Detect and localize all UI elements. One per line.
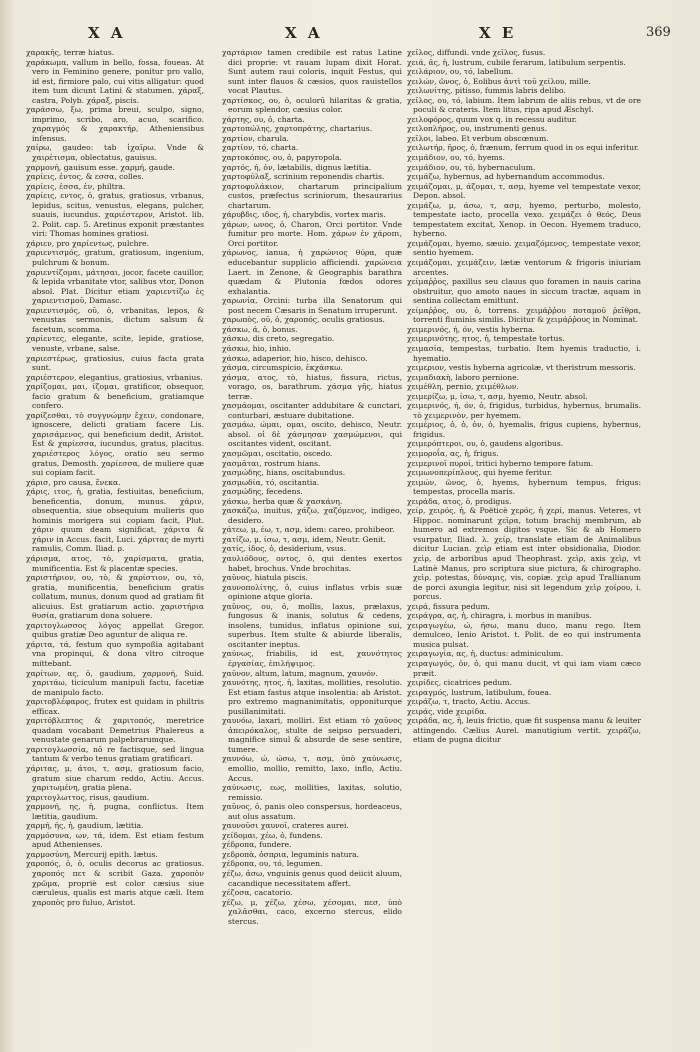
- column-left: [26, 48, 204, 1038]
- dictionary-entry: χείμαῤῥος, ου, ὁ, torrens. χειμάῤῥου ποταμοῦ ῥεῖθρα, torrenti fluminis similis. Dicitur & χειμάῤῥους in Nominat.: [407, 305, 641, 325]
- dictionary-entry: χαυνότης, ητος, ἡ, laxitas, mollities, resolutio. Est etiam fastus atque insolentia: ab Aristot. pro extremo magnanimitatis, opponiturque pusillanimitati.: [222, 678, 402, 716]
- dictionary-entry: χαρμοσύνη, Mercurij epith. lætus.: [26, 849, 158, 859]
- dictionary-entry: χειραγμός, lustrum, latibulum, fouea.: [407, 687, 552, 697]
- dictionary-entry: χασμώδης, fecedens.: [222, 487, 303, 497]
- dictionary-entry: χαρίζεσθαι, τὸ συγγνώμην ἔχειν, condonare, ignoscere, delicti gratiam facere Lis. χαρισάμενος, qui beneficium dedit, Aristot. Est & χαρίεσσα, iucundus, gratus, placitus. χαριέστερος λόγος, oratio seu sermo gratus, Demosth. χαρίεσσα, de muliere quæ sui copiam facit.: [26, 410, 204, 478]
- dictionary-entry: χαρτοκόπος, ου, ὁ, papyropola.: [222, 153, 342, 163]
- dictionary-entry: χεῖλος, diffundi. vnde χεῖλος, fusus.: [407, 48, 546, 57]
- dictionary-entry: χειλωνίτης, pitisso, fummis labris delibo.: [407, 86, 566, 96]
- dictionary-entry: χειράδα, ατος, ὁ, prodigus.: [407, 496, 512, 506]
- dictionary-entry: χειμάζω, hybernus, ad hybernandum accommodus.: [407, 172, 605, 182]
- dictionary-entry: χαρμή, ῆς, ἡ, gaudium, lætitia.: [26, 821, 144, 831]
- dictionary-entry: χειμάζομαι, χειμάζειν, lætæ ventorum & frigoris iniuriam arcentes.: [407, 258, 641, 277]
- dictionary-entry: χαριτόβλεπτος & χαριτοπός, meretrice quadam vocabant Demetrius Phalereus a venustate genarum palpebrarumque.: [26, 716, 204, 745]
- dictionary-entry: χαρτάριον tamen credibile est ratus Latine dici proprie: vt rauam lupam dixit Horat. Sunt autem raui coloris, inquit Festus, qui sunt inter flauos & cæsios, quos rauistellos vocat Plautus.: [222, 48, 402, 96]
- dictionary-entry: χαρτίον, τό, charta.: [222, 143, 299, 153]
- dictionary-entry: χειμερινοῖ πυροί, tritici hyberno tempore fatum.: [407, 458, 594, 468]
- header-word-left: X A: [88, 24, 126, 42]
- dictionary-entry: χαρίεντες, elegante, scite, lepide, gratiose, venuste, vrbane, salse.: [26, 334, 204, 353]
- dictionary-entry: χειμωνοπερίπλους, qui hyeme feritur.: [407, 468, 553, 478]
- dictionary-entry: χασμᾶται, rostrum hians.: [222, 458, 321, 468]
- dictionary-entry: χατίς, ίδος, ὁ, desiderium, vsus.: [222, 544, 346, 554]
- dictionary-entry: χέδροπα, fundere.: [222, 840, 292, 850]
- dictionary-entry: χειραγωγός, ὀν, ὁ, qui manu ducit, vt qui iam viam cæco præit.: [407, 659, 641, 678]
- dictionary-entry: χειμεριον, vestis hyberna agricolæ, vt theristrum messoris.: [407, 363, 636, 373]
- dictionary-entry: χάριεν, pro χαρίεντως, pulchre.: [26, 238, 150, 248]
- dictionary-entry: χείρ, χειρός, ἡ, & Poëticè χερός, ἡ χερί, manus. Veteres, vt Hippoc. nominarunt χεῖρα, totum brachij membrum, ab humero ad extremos digitos vsque. Sic & ab Homero vsurpatur, Iliad. λ. χείρ, translate etiam de Animalibus dicitur Lucian. χεὶρ etiam est inter obsidionalia, Diodor. χεὶρ, de arboribus apud Theophrast. χεὶρ, axis χεὶρ, vt Latinè Manus, pro scriptura siue pictura, & chirographo. χεὶρ, potestas, δύναμις, vis, copiæ. χεὶρ apud Trallianum de porci axungia legitur, nisi sit legendum χεὶρ χοίρου, i. porcus.: [407, 506, 641, 602]
- dictionary-entry: χάσκω, herba quæ & χασκάνη.: [222, 496, 343, 506]
- dictionary-entry: χαρίτων, ας, ὁ, gaudium, χαρμονή, Suid. χαριτάω, ticiculum manipuli factu, facetiæ de manipulo facto.: [26, 668, 204, 697]
- dictionary-entry: χαυλιόδους, οντος, ὁ, qui dentes exertos habet, brochus. Vnde brochitas.: [222, 553, 402, 573]
- dictionary-entry: χαυνόω, ώ, ώσω, τ, ασμ, ὑπὸ χαύνωσις, emollio, mollio, remitto, laxo, inflo, Actiu. Accus.: [222, 754, 402, 783]
- dictionary-entry: χέζω, ἀσω, vnguinis genus quod deiicit aluum, cacandique necessitatem affert.: [222, 869, 402, 888]
- dictionary-entry: χασκάζω, inuitus, χάζω, χαζόμενος, indigeo, desidero.: [222, 506, 402, 525]
- dictionary-entry: χαρτοφύλαξ, scrinium reponendis chartis.: [222, 172, 385, 182]
- dictionary-entry: χέζω, μ, χέζω, χέσω, χέσομαι, πεσ, ὑπὸ χαλᾶσθαι, caco, excerno stercus, elido stercus.: [222, 897, 402, 926]
- dictionary-entry: χαύνως, friabilis, id est, χαυνότητος ἐργασίας, ἐπιλήψιμος.: [222, 649, 402, 668]
- dictionary-entry: χάρις, ιτος, ἡ, gratia, festiuitas, beneficium, beneficentia, donum, munus. χάριν, obsequentia, siue obsequium mulieris quo hominis morigera sui copiam facit, Plut. χάριν quum deam significat, χάριτα & χάριν in Accus. facit, Luci. χάριτας de myrti ramulis, Comm. Iliad. ρ.: [26, 487, 204, 554]
- dictionary-entry: χασμάομαι, oscitanter addubitare & cunctari, conturbari, æstuare dubitatione.: [222, 401, 402, 420]
- dictionary-entry: χέζοσα, cacatorio.: [222, 888, 293, 898]
- dictionary-entry: χειμερινός, ή, όν, vestis hyberna.: [407, 324, 535, 334]
- dictionary-entry: χάρτης, ου, ὁ, charta.: [222, 114, 305, 124]
- dictionary-entry: χειρά, fissura pedum.: [407, 601, 490, 611]
- dictionary-entry: χασμάω, ώμαι, ομαι, oscito, dehisco, Neutr. absol. οἱ δὲ χάσμησαν χασμώμενοι, qui oscitantes vident, oscitant.: [222, 420, 402, 449]
- dictionary-entry: χαρακῆς, terræ hiatus.: [26, 48, 115, 57]
- dictionary-entry: χειμερινός, ή, όν, ὁ, frigidus, turbidus, hybernus, brumalis. τὸ χειμερινὸν, per hyemem.: [407, 401, 641, 420]
- dictionary-entry: χειμαδιακὴ, laboro pernione.: [407, 372, 520, 382]
- dictionary-entry: χάρωνος, ianua, ἡ χαρώνιος θύρα, quæ educebantur supplicio afficiendi. χαρώνεια Laert. in Zenone, & Geographis barathra quædam & Plutonia fœdos odores exhalantia.: [222, 248, 402, 296]
- dictionary-entry: χειράγρα, ας, ἡ, chiragra, i. morbus in manibus.: [407, 611, 592, 621]
- dictionary-entry: χειραγωγέω, ώ, ήσω, manu duco, manu rego. Item demulceo, lenio Aristot. t. Polit. de eo qui instrumenta musica pulsat.: [407, 620, 641, 649]
- dictionary-entry: χαῦνος, ου, ὁ, mollis, laxus, prælaxus, fungosus & inanis, solutus & cedens, insolens, tumidus, inflatus opinione sui, superbus. Item stulte & abiurde liberalis, oscitanter ineptus.: [222, 601, 402, 649]
- dictionary-entry: χαρτοφυλάκιον, chartarum principalium custos, præfectus scriniorum, thesaurarius chartarum.: [222, 181, 402, 210]
- dictionary-entry: χαρίεις, ἐντος, & εσσα, colles.: [26, 172, 144, 182]
- dictionary-entry: χειμών, ῶνος, ὁ, hyems, hybernum tempus, frigus: tempestas, procella maris.: [407, 477, 641, 497]
- dictionary-entry: χαριτοβλέφαρος, frutex est quidam in philtris efficax.: [26, 697, 204, 716]
- dictionary-entry: χάσκω, adaperior, hio, hisco, dehisco.: [222, 353, 368, 363]
- dictionary-entry: χαύνωσις, εως, mollities, laxitas, solutio, remissio.: [222, 783, 402, 802]
- dictionary-entry: χαρτοπώλης, χαρτοπράτης, chartarius.: [222, 124, 373, 134]
- dictionary-entry: χάρων, ωνος, ὁ, Charon, Orci portitor. Vnde fumitur pro morte. Hom. χάρων ἐν χάροπι, Orci portitor.: [222, 219, 402, 248]
- dictionary-entry: χάρισμα, ατος, τὸ, χαρίσματα, gratia, munificentia. Est & placentæ species.: [26, 553, 204, 573]
- dictionary-entry: χειμερινότης, ητος, ἡ, tempestate tortus.: [407, 334, 565, 344]
- dictionary-entry: χάριτας, μ, άτοι, τ, ασμ, gratiosum facio, gratum siue charum reddo, Actiu. Accus. χαριτωμένη, gratia plena.: [26, 764, 204, 793]
- dictionary-entry: χειμάζω, μ, άσω, τ, ασμ, hyemo, perturbo, molesto, tempestate iacto, procella vexo. χειμάζει ὁ θεός, Deus tempestatem excitat, Xenop. in Oecon. Hyemem traduco, hyberno.: [407, 200, 641, 239]
- dictionary-entry: χεῖλος, ου, τό, labium. Item labrum de aliis rebus, vt de ore poculi & crateris. Item litus, ripa apud Æschyl.: [407, 95, 641, 115]
- dictionary-entry: χάρισ, pro causa, ἕνεκα.: [26, 477, 121, 487]
- dictionary-entry: χαρμόσυνα, ων, τά, idem. Est etiam festum apud Athenienses.: [26, 830, 204, 850]
- dictionary-entry: χάρυβδις, ιδος, ἡ, charybdis, vortex maris.: [222, 210, 386, 220]
- dictionary-entry: χάσκω, hio, inhio.: [222, 343, 291, 353]
- dictionary-entry: χαριτογλωσσία, nō re factisque, sed lingua tantum & verbo tenus gratiam gratificari.: [26, 744, 204, 764]
- dictionary-entry: χαῦνος, ὁ, panis oleo conspersus, hordeaceus, aut olus assatum.: [222, 802, 402, 821]
- page-number: 369: [646, 25, 671, 40]
- header-word-right: X E: [479, 24, 517, 42]
- dictionary-entry: χαῦνον, altum, latum, magnum, χαυνόν.: [222, 668, 378, 678]
- dictionary-entry: χείμαῤῥος, paxillus seu clauus quo foramen in nauis carina obstruitur, quo amoto naues in siccum tractæ, aquam in sentina collectam emittunt.: [407, 277, 641, 306]
- page-gutter-shadow: [0, 0, 14, 1052]
- dictionary-entry: χειά, ᾶς, ἡ, lustrum, cubile ferarum, latibulum serpentis.: [407, 57, 626, 67]
- dictionary-entry: χειμάδιον, ου, τό, hyems.: [407, 153, 505, 163]
- dictionary-entry: χειμέριος, ὁ, ὁ, ὀν, ὁ, hyemalis, frigus cupiens, hybernus, frigidus.: [407, 420, 641, 439]
- dictionary-entry: χειράζω, τ, tracto, Actiu. Accus.: [407, 697, 531, 707]
- dictionary-entry: χειρίδες, cicatrices pedum.: [407, 678, 512, 688]
- dictionary-entry: χαρίζομαι, μαι, ίζομαι, gratificor, obsequor, facio gratum & beneficium, gratiamque confero.: [26, 382, 204, 411]
- dictionary-entry: χαρτός, ή, ὀν, lætabilis, dignus lætitia.: [222, 162, 372, 172]
- dictionary-entry: χαριεντισμός, οῦ, ὁ, vrbanitas, lepos, & venustas sermonis, dictum salsum & facetum, scomma.: [26, 305, 204, 334]
- dictionary-entry: χαριέστερον, elegantius, gratiosius, vrbanius.: [26, 372, 203, 382]
- dictionary-entry: χατίζω, μ, ίσω, τ, ασμ, idem, Neutr. Genit.: [222, 534, 386, 544]
- dictionary-entry: χειλάριον, ου, τό, labellum.: [407, 67, 514, 77]
- dictionary-entry: χασμωδία, τό, oscitantia.: [222, 477, 320, 487]
- dictionary-entry: χειμάζομαι, μ, άζομαι, τ, ασμ, hyeme vel tempestate vexor, Depon. absol.: [407, 181, 641, 201]
- dictionary-entry: χειμερόπτεροι, ου, ὁ, gaudens algoribus.: [407, 439, 564, 449]
- dictionary-entry: χειμερίζω, μ, ίσω, τ, ασμ, hyemo, Neutr. absol.: [407, 391, 588, 401]
- dictionary-entry: χειμοροΐα, ας, ἡ, frigus.: [407, 448, 499, 458]
- dictionary-entry: χασμώδης, hians, oscitabundus.: [222, 468, 346, 478]
- dictionary-entry: χειμάζομαι, hyemo, sæuio. χειμαζόμενος, tempestate vexor, sentio hyemem.: [407, 238, 641, 258]
- dictionary-entry: χέδροπα, ου, τό, legumen.: [222, 859, 323, 869]
- dictionary-entry: χαρτίσκος, ου, ὁ, oculorū hilaritas & gratia, eorum splendor, cæsius color.: [222, 95, 402, 115]
- dictionary-entry: χειλών, ῶνος, ὁ, Eolibus ἀντὶ τοῦ χείλου, mille.: [407, 76, 591, 86]
- running-header: [0, 24, 700, 44]
- dictionary-entry: χαρμονή, ης, ἡ, pugna, conflictus. Item lætitia, gaudium.: [26, 802, 204, 821]
- dictionary-entry: χαριεντίζομαι, μάτησαι, jocor, facete cauillor, & lepida vrbanitate vtor, salibus vtor, Donon absol. Plat. Dicitur etiam χαριεντίζω ἐς χαριεντισμοῦ, Damasc.: [26, 267, 204, 306]
- dictionary-entry: χάσκω, dis creto, segregatio.: [222, 334, 335, 344]
- dictionary-entry: χαρίεις, εντος, ὁ, gratus, gratiosus, vrbanus, lepidus, scitus, venustus, elegans, pulcher, suauis, iucundus. χαριέστερον, Aristot. lib. 2. Polit. cap. 5. Aretinus exponit præstantes viri: Thomas homines gratiosi.: [26, 191, 204, 239]
- dictionary-entry: χάσμα, ατος, τὸ, hiatus, fissura, rictus, vorago, os, barathrum. χάσμα γῆς, hiatus terræ.: [222, 372, 402, 401]
- dictionary-entry: χείδομαι, χέω, ὁ, fundens.: [222, 830, 323, 840]
- header-word-middle: X A: [285, 24, 323, 42]
- dictionary-entry: χάσμα, circumspicio, ἐκχάσκω.: [222, 363, 343, 373]
- dictionary-entry: χάριτα, τά, festum quo sympoßia agitabant vna propinqui, & dona vltro citroque mittebant.: [26, 639, 204, 668]
- dictionary-entry: χαράσσω, ξω, prima breui, sculpo, signo, imprimo, scribo, aro, acuo, scarifico. χαραγμός & χαρακτήρ, Atheniensibus infensus.: [26, 105, 204, 143]
- dictionary-entry: χαριεντισμός, gratum, gratiosum, ingenium, pulchrum & bonum.: [26, 248, 204, 268]
- dictionary-entry: χεῖλοι, labeo. Et verbum obscœnum.: [407, 133, 549, 143]
- dictionary-entry: χεδροπὰ, ὀσπρια, leguminis natura.: [222, 849, 360, 859]
- dictionary-entry: χασμῶμαι, oscitatio, oscedo.: [222, 448, 333, 458]
- dictionary-entry: χειμάδιον, ου, τό, hybernaculum.: [407, 162, 536, 172]
- dictionary-entry: χειράδα, ας, ἡ, leuis frictio, quæ fit suspensa manu & leuiter attingendo. Cælius Aurel. manutigium vertit. χειράζω, etiam de pugna dicitur: [407, 716, 641, 745]
- dictionary-entry: χαίρω, gaudeo: tab ἰχαῖρω. Vnde & χαιρέτισμα, oblectatus, gauisus.: [26, 143, 204, 163]
- dictionary-entry: χαῦνος, hiatula piscis.: [222, 573, 308, 583]
- dictionary-entry: χαυνόω, laxari, molliri. Est etiam τὸ χαῦνος ἀπειρόκαλος, stulte de seipso persuaderi, magnifice simul & absurde de sese sentire, tumere.: [222, 716, 402, 754]
- dictionary-entry: χαυνοπολίτης, ὁ, cuius inflatus vrbis suæ opinione atque gloria.: [222, 582, 402, 602]
- dictionary-entry: χειράς, vide χειρίδα.: [407, 706, 487, 716]
- dictionary-entry: χαριεστέρως, gratiosius, cuius facta grata sunt.: [26, 353, 204, 373]
- dictionary-entry: χάσκω, ά, ὁ, bonus.: [222, 324, 298, 334]
- dictionary-entry: χειμασία, tempestas, turbatio. Item hyemis traductio, i. hyematio.: [407, 343, 641, 363]
- dictionary-entry: χειλοπλήρος, ου, instrumenti genus.: [407, 124, 548, 134]
- dictionary-entry: χαριστήριον, ου, τὸ, & χαρίστιον, ου, τὸ, gratia, munificentia, beneficium gratis collatum, munus, donum quod ad gratiam fit alicuius. Est gratiarum actio. χαριστήρια θυσία, gratiarum dona soluere.: [26, 573, 204, 621]
- dictionary-entry: χαρωνία, Orcini: turba illa Senatorum qui post necem Cæsaris in Senatum irruperunt.: [222, 296, 402, 315]
- dictionary-entry: χειλοφόρος, quum vox q. in recessu auditur.: [407, 114, 577, 124]
- dictionary-entry: χαρίεις, ἐσσα, ἐν, philtra.: [26, 181, 126, 191]
- dictionary-entry: χειμέθλη, pernio, χειμέθλων.: [407, 382, 519, 392]
- dictionary-entry: χαράκωμα, vallum in bello, fossa, foueas. At vero in Feminino genere, ponitur pro vallo, id est, firmiore palo, cui vitis alligatur: quod item tum dicunt Latini & statumen. χάραξ, castra, Polyb. χάραξ, piscis.: [26, 57, 204, 105]
- dictionary-entry: χάτεω, μ, έω, τ, ασμ, idem: careo, prohibeor.: [222, 525, 395, 535]
- dictionary-entry: χαροπός, ὁ, ὁ, oculis decorus ac gratiosus. χαροπός πετ & scribit Gaza. χαροπὸν χρῶμα, propriè est color cæsius siue cæruleus, qualis est maris atque cæli. Item χαροπὸς pro fuluo, Aristot.: [26, 859, 204, 907]
- dictionary-entry: χαυνοῦσι χαυνοῖ, crateres aurei.: [222, 821, 349, 831]
- dictionary-entry: χειραγωγία, ας, ἡ, ductus: adminiculum.: [407, 649, 564, 659]
- dictionary-entry: χαρμονή, gauisum esse. χαρμή, gaude.: [26, 162, 175, 172]
- dictionary-entry: χαριτογλωσσος λόγος appellat Gregor. quibus gratiæ Deo aguntur de aliqua re.: [26, 620, 204, 640]
- dictionary-entry: χειλωτήρ, ῆρος, ὁ, frænum, ferrum quod in os equi inferitur.: [407, 143, 640, 153]
- column-middle: [222, 48, 402, 1038]
- dictionary-entry: χαριτογλωττος, risus, gaudium.: [26, 792, 150, 802]
- column-right: [407, 48, 641, 1038]
- dictionary-entry: χαρωπὸς, οῦ, ὁ, χαροπός, oculis gratiosus.: [222, 315, 385, 325]
- dictionary-entry: χαρτίον, charula.: [222, 133, 289, 143]
